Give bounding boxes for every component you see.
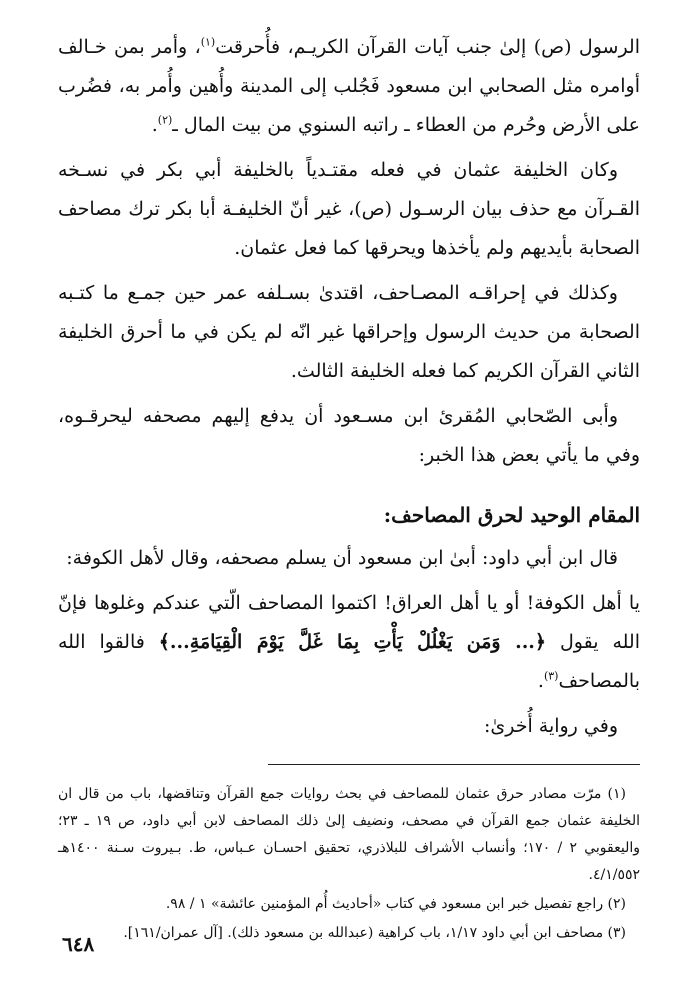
paragraph-1-text-rest: ، وأمر بمن خـالف أوامره مثل الصحابي ابن مسعود فَجُلب إلى المدينة وأُهين وأُمر به، فضُرب على الأرض وحُرم من العطاء ـ راتبه السنوي من بيت المال ـ: [58, 36, 640, 136]
paragraph-4: وأبى الصّحابي المُقرئ ابن مسـعود أن يدفع إليهم مصحفه ليحرقـوه، وفي ما يأتي بعض هذا الخبر:: [58, 405, 640, 466]
footnote-3: (٣) مصاحف ابن أبي داود ١/١٧، باب كراهية (عبدالله بن مسعود ذلك). [آل عمران/١٦١].: [123, 925, 626, 941]
page-number: ٦٤٨: [62, 932, 95, 956]
footnote-ref-3[interactable]: (٣): [543, 669, 559, 683]
paragraph-6-end: فالقوا الله بالمصاحف: [58, 631, 640, 692]
paragraph-6: [58, 584, 640, 701]
paragraph-1-end: .: [151, 114, 158, 136]
paragraph-6-dot: .: [537, 670, 544, 692]
quran-verse: ﴿... وَمَن يَغْلُلْ يَأْتِ بِمَا غَلَّ يَوْمَ الْقِيَامَةِ...﴾: [158, 631, 547, 653]
section-heading: المقام الوحيد لحرق المصاحف:: [383, 503, 640, 527]
paragraph-3: وكذلك في إحراقـه المصـاحف، اقتدىٰ بسـلفه عمر حين جمـع ما كتـبه الصحابة من حديث الرسول وإحراقها غير انّه لم يكن في ما أحرق الخليفة الثاني القرآن الكريم كما فعله الخليفة الثالث.: [58, 282, 640, 382]
footnote-ref-1[interactable]: (١): [200, 35, 216, 49]
paragraph-2: وكان الخليفة عثمان في فعله مقتـدياً بالخليفة أبي بكر في نسـخه القـرآن مع حذف بيان الرسـول (ص)، غير أنّ الخليفـة أبا بكر ترك مصاحف الصحابة بأيديهم ولم يأخذها ويحرقها كما فعل عثمان.: [58, 159, 640, 259]
page: [58, 28, 640, 996]
footnote-1: (١) مرّت مصادر حرق عثمان للمصاحف في بحث روايات جمع القرآن وتناقضها، باب من قال ان الخليفة عثمان جمع القرآن في مصحف، ونضيف إلىٰ ذلك المصاحف لابن أبي داود، ص ١٩ ـ ٢٣؛ واليعقوبي ٢ / ١٧٠؛ وأنساب الأشراف للبلاذري، تحقيق احسـان عـباس، ط. بـيروت سـنة ١٤٠٠هـ ٤/١/٥٥٢.: [58, 786, 640, 883]
paragraph-5: قال ابن أبي داود: أبىٰ ابن مسعود أن يسلم مصحفه، وقال لأهل الكوفة:: [66, 547, 618, 569]
paragraph-1-text: الرسول (ص) إلىٰ جنب آيات القرآن الكريـم، فأُحرقت: [215, 36, 640, 58]
footnote-divider: [268, 764, 640, 765]
paragraph-1: [58, 28, 640, 145]
paragraph-7: وفي رواية أُخرىٰ:: [483, 715, 618, 737]
footnote-2: (٢) راجع تفصيل خبر ابن مسعود في كتاب «أحاديث أُم المؤمنين عائشة» ١ / ٩٨.: [165, 896, 626, 912]
footnote-ref-2[interactable]: (٢): [157, 113, 173, 127]
paragraph-6-text: يا أهل الكوفة! أو يا أهل العراق! اكتموا المصاحف الّتي عندكم وغلوها فإنّ الله يقول: [58, 592, 640, 653]
